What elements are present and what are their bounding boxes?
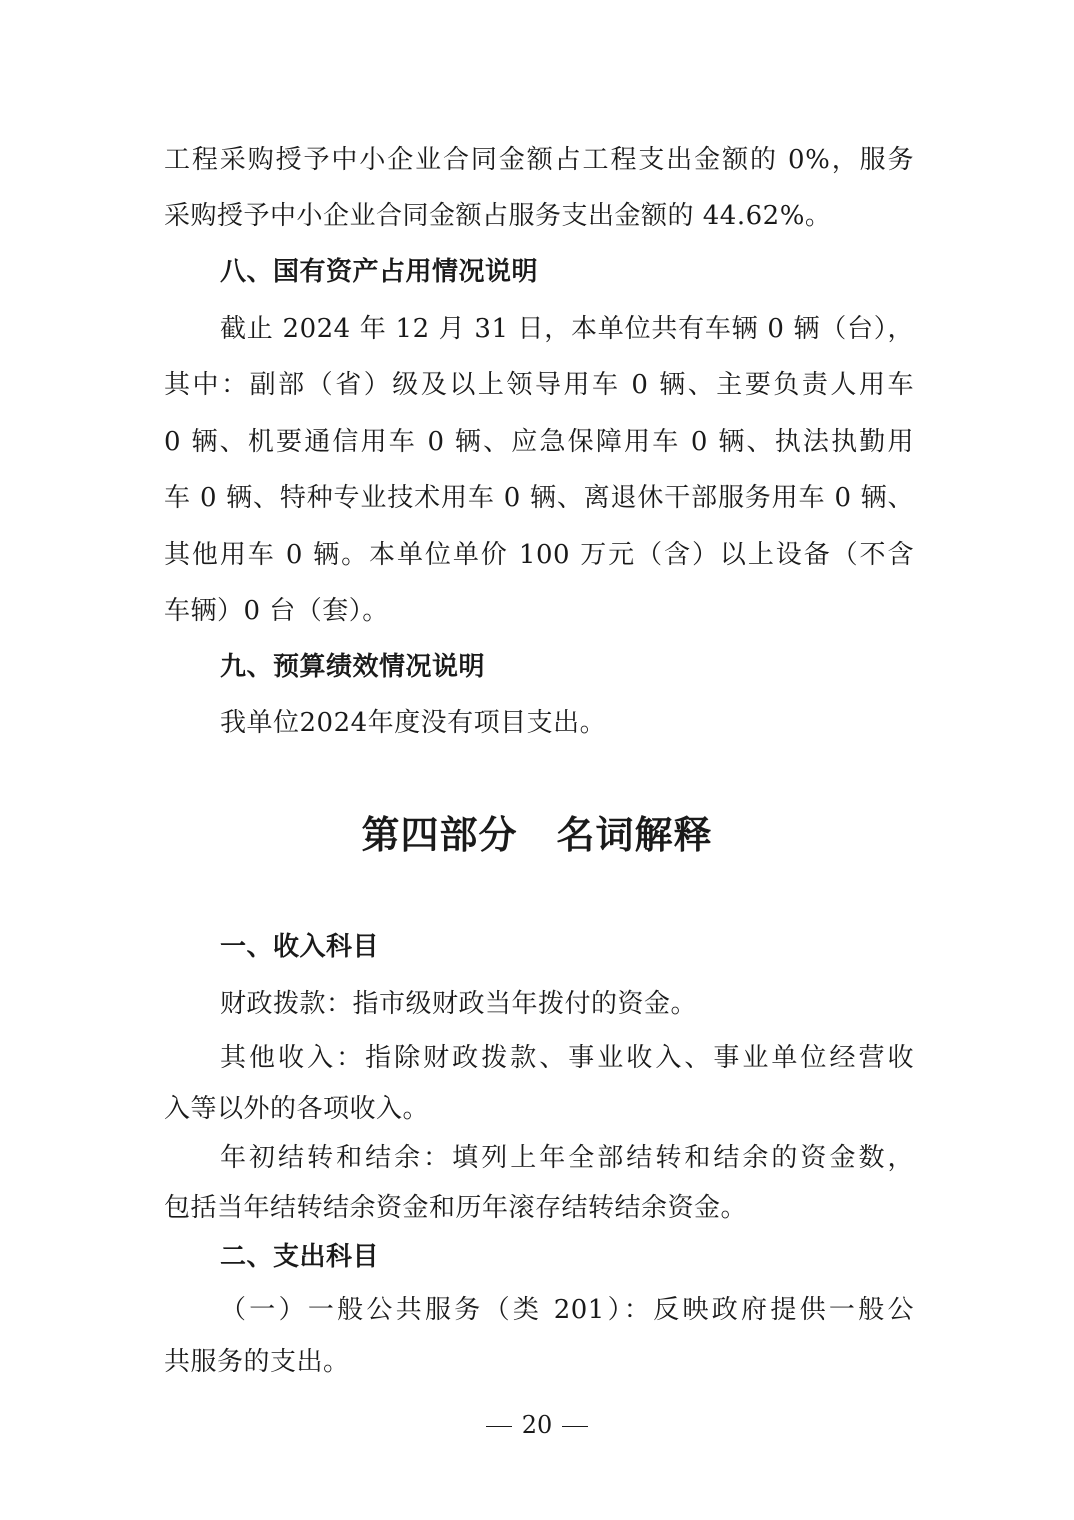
paragraph-line: 其他用车 0 辆。本单位单价 100 万元（含）以上设备（不含 — [164, 540, 914, 570]
paragraph-line: 共服务的支出。 — [164, 1347, 350, 1377]
subsection-heading-income: 一、收入科目 — [220, 932, 380, 962]
paragraph-line: 财政拨款：指市级财政当年拨付的资金。 — [220, 989, 698, 1019]
page-footer — [0, 1410, 1074, 1440]
page-number: 20 — [521, 1411, 553, 1439]
footer-dash-left — [486, 1426, 512, 1427]
part-title: 第四部分 名词解释 — [361, 813, 713, 857]
paragraph-line: 其他收入：指除财政拨款、事业收入、事业单位经营收 — [220, 1043, 914, 1073]
paragraph-line: 0 辆、机要通信用车 0 辆、应急保障用车 0 辆、执法执勤用 — [164, 427, 914, 457]
paragraph-line: 包括当年结转结余资金和历年滚存结转结余资金。 — [164, 1193, 748, 1223]
paragraph-line: （一）一般公共服务（类 201）：反映政府提供一般公 — [220, 1295, 914, 1325]
subsection-heading-expense: 二、支出科目 — [220, 1242, 380, 1272]
section-heading-9: 九、预算绩效情况说明 — [220, 652, 486, 682]
paragraph-line: 我单位2024年度没有项目支出。 — [220, 708, 607, 738]
footer-dash-right — [562, 1426, 588, 1427]
paragraph-line: 入等以外的各项收入。 — [164, 1094, 430, 1124]
paragraph-line: 工程采购授予中小企业合同金额占工程支出金额的 0%，服务 — [164, 145, 914, 175]
paragraph-line: 年初结转和结余：填列上年全部结转和结余的资金数， — [220, 1143, 914, 1173]
paragraph-line: 采购授予中小企业合同金额占服务支出金额的 44.62%。 — [164, 201, 832, 231]
paragraph-line: 其中：副部（省）级及以上领导用车 0 辆、主要负责人用车 — [164, 370, 914, 400]
paragraph-line: 车辆）0 台（套）。 — [164, 596, 389, 626]
section-heading-8: 八、国有资产占用情况说明 — [220, 257, 539, 287]
paragraph-line: 截止 2024 年 12 月 31 日，本单位共有车辆 0 辆（台）， — [220, 314, 914, 344]
paragraph-line: 车 0 辆、特种专业技术用车 0 辆、离退休干部服务用车 0 辆、 — [164, 483, 914, 513]
